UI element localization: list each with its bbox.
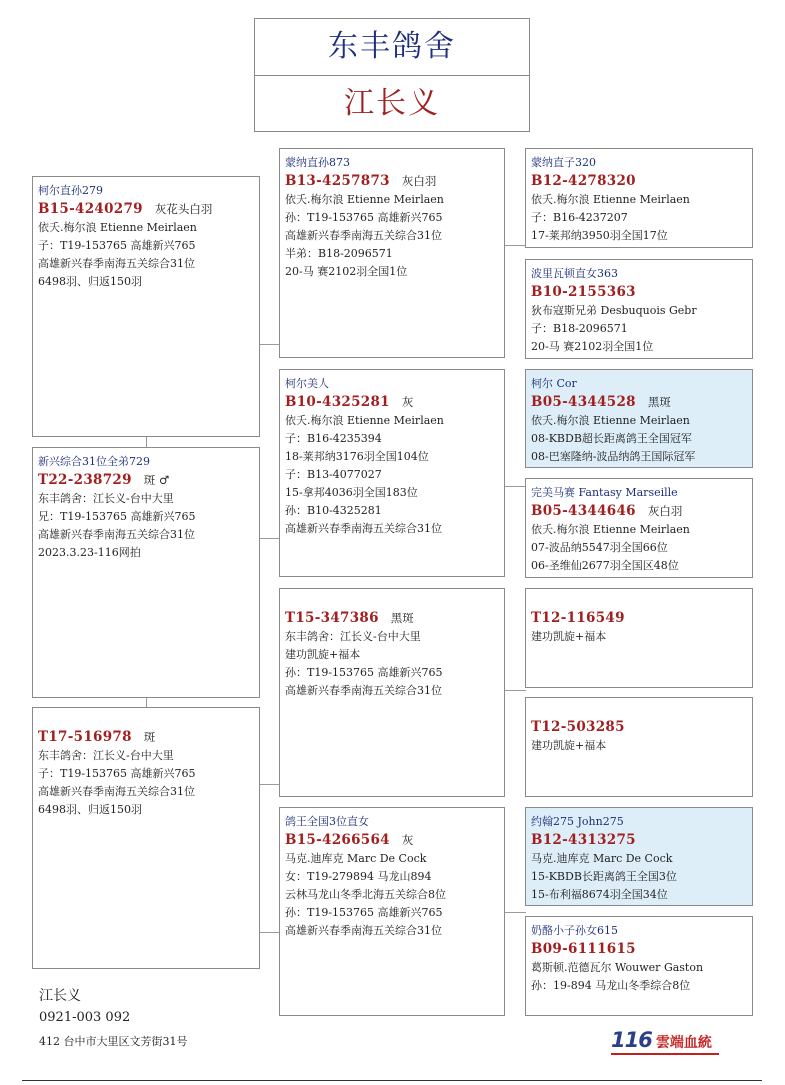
info-line: 15-拿邦4036羽全国183位 — [285, 486, 418, 499]
ring-number: B15-4240279 — [38, 201, 143, 217]
pigeon-card-dd — [279, 807, 505, 1016]
pigeon-card-sire — [32, 176, 260, 437]
feather-color: 灰 — [401, 395, 414, 409]
info-line: 15-布利福8674羽全国34位 — [531, 888, 668, 901]
info-line: 依夭.梅尔浪 Etienne Meirlaen — [531, 193, 690, 206]
info-line: 建功凯旋+福本 — [531, 630, 607, 643]
info-line: 6498羽、归返150羽 — [38, 803, 142, 816]
feather-color: 黑斑 — [390, 611, 414, 625]
info-line: 马克.迪库克 Marc De Cock — [285, 852, 427, 865]
pigeon-card-ds — [279, 588, 505, 797]
feather-color: 黑斑 — [647, 395, 671, 409]
feather-color: 灰白羽 — [401, 174, 437, 188]
ring-number: B10-4325281 — [285, 394, 390, 410]
feather-color: 灰白羽 — [647, 504, 683, 518]
ring-number: B10-2155363 — [531, 284, 636, 300]
footer-phone: 0921-003 092 — [39, 1010, 131, 1025]
info-line: 兄：T19-153765 高雄新兴765 — [38, 510, 196, 523]
ring-number: T12-116549 — [531, 610, 625, 626]
info-line: 高雄新兴春季南海五关综合31位 — [285, 522, 442, 535]
pigeon-card-ddd — [525, 916, 753, 1016]
info-line: 依夭.梅尔浪 Etienne Meirlaen — [531, 414, 690, 427]
info-line: 2023.3.23-116网拍 — [38, 546, 141, 559]
pigeon-name: 约翰275 John275 — [531, 815, 624, 828]
info-line: 马克.迪库克 Marc De Cock — [531, 852, 673, 865]
pigeon-name: 奶酪小子孙女615 — [531, 924, 618, 937]
ring-number: B12-4278320 — [531, 173, 636, 189]
info-line: 高雄新兴春季南海五关综合31位 — [285, 924, 442, 937]
footer-owner: 江长义 — [39, 988, 81, 1004]
pigeon-name: 柯尔美人 — [285, 377, 329, 390]
info-line: 子：T19-153765 高雄新兴765 — [38, 239, 196, 252]
info-line: 建功凯旋+福本 — [531, 739, 607, 752]
pigeon-name: 柯尔 Cor — [531, 377, 577, 390]
pigeon-card-dam — [32, 707, 260, 969]
bottom-rule — [22, 1080, 762, 1081]
title-box — [254, 18, 530, 132]
pigeon-card-subject — [32, 447, 260, 698]
info-line: 高雄新兴春季南海五关综合31位 — [38, 257, 195, 270]
loft-name: 东丰鸽舍 — [255, 19, 529, 76]
pigeon-name: 波里瓦顿直女363 — [531, 267, 618, 280]
feather-color: 斑 ♂ — [143, 473, 170, 487]
ring-number: B13-4257873 — [285, 173, 390, 189]
info-line: 葛斯顿.范德瓦尔 Wouwer Gaston — [531, 961, 704, 974]
info-line: 东丰鸽舍：江长义-台中大里 — [285, 630, 421, 643]
info-line: 依夭.梅尔浪 Etienne Meirlaen — [531, 523, 690, 536]
feather-color: 斑 — [143, 730, 156, 744]
info-line: 狄布寇斯兄弟 Desbuquois Gebr — [531, 304, 697, 317]
info-line: 08-KBDB超长距离鸽王全国冠军 — [531, 432, 692, 445]
info-line: 15-KBDB长距离鸽王全国3位 — [531, 870, 677, 883]
info-line: 高雄新兴春季南海五关综合31位 — [38, 528, 195, 541]
info-line: 云林马龙山冬季北海五关综合8位 — [285, 888, 446, 901]
pigeon-name: 蒙纳直孙873 — [285, 156, 350, 169]
info-line: 高雄新兴春季南海五关综合31位 — [285, 684, 442, 697]
info-line: 17-莱邦纳3950羽全国17位 — [531, 229, 668, 242]
ring-number: T15-347386 — [285, 610, 379, 626]
info-line: 孙：T19-153765 高雄新兴765 — [285, 211, 443, 224]
pigeon-card-dsd — [525, 697, 753, 797]
ring-number: T22-238729 — [38, 472, 132, 488]
ring-number: B05-4344646 — [531, 503, 636, 519]
info-line: 18-莱邦纳3176羽全国104位 — [285, 450, 429, 463]
logo-underline — [611, 1053, 719, 1055]
info-line: 女：T19-279894 马龙山894 — [285, 870, 432, 883]
info-line: 高雄新兴春季南海五关综合31位 — [285, 229, 442, 242]
logo-number: 116 — [611, 1028, 652, 1052]
brand-logo — [611, 1028, 721, 1058]
pigeon-name: 柯尔直孙279 — [38, 184, 103, 197]
pigeon-name: 完美马赛 Fantasy Marseille — [531, 486, 678, 499]
feather-color: 灰 — [401, 833, 414, 847]
feather-color: 灰花头白羽 — [154, 202, 213, 216]
info-line: 孙：T19-153765 高雄新兴765 — [285, 906, 443, 919]
ring-number: B12-4313275 — [531, 832, 636, 848]
ring-number: T12-503285 — [531, 719, 625, 735]
logo-text: 雲端血統 — [655, 1035, 712, 1051]
pigeon-card-sd — [279, 369, 505, 577]
info-line: 孙：B10-4325281 — [285, 504, 382, 517]
pigeon-card-sdd — [525, 478, 753, 578]
ring-number: B15-4266564 — [285, 832, 390, 848]
ring-number: T17-516978 — [38, 729, 132, 745]
pigeon-card-ssd — [525, 259, 753, 359]
info-line: 子：B13-4077027 — [285, 468, 382, 481]
ring-number: B09-6111615 — [531, 941, 636, 957]
info-line: 06-圣维仙2677羽全国区48位 — [531, 559, 679, 572]
info-line: 20-马 赛2102羽全国1位 — [531, 340, 654, 353]
footer-address: 412 台中市大里区文芳街31号 — [39, 1035, 188, 1048]
info-line: 07-波品纳5547羽全国66位 — [531, 541, 668, 554]
info-line: 依夭.梅尔浪 Etienne Meirlaen — [285, 193, 444, 206]
info-line: 子：T19-153765 高雄新兴765 — [38, 767, 196, 780]
info-line: 孙：T19-153765 高雄新兴765 — [285, 666, 443, 679]
info-line: 依夭.梅尔浪 Etienne Meirlaen — [38, 221, 197, 234]
info-line: 建功凯旋+福本 — [285, 648, 361, 661]
pigeon-name: 蒙纳直子320 — [531, 156, 596, 169]
info-line: 高雄新兴春季南海五关综合31位 — [38, 785, 195, 798]
pigeon-card-ss — [279, 148, 505, 358]
info-line: 子：B18-2096571 — [531, 322, 628, 335]
pigeon-name: 鸽王全国3位直女 — [285, 815, 369, 828]
owner-name: 江长义 — [344, 86, 440, 121]
pigeon-card-sss — [525, 148, 753, 248]
info-line: 子：B16-4235394 — [285, 432, 382, 445]
ring-number: B05-4344528 — [531, 394, 636, 410]
info-line: 东丰鸽舍：江长义-台中大里 — [38, 749, 174, 762]
info-line: 子：B16-4237207 — [531, 211, 628, 224]
pigeon-card-dds — [525, 807, 753, 906]
info-line: 20-马 赛2102羽全国1位 — [285, 265, 408, 278]
pigeon-name: 新兴综合31位全弟729 — [38, 455, 150, 468]
info-line: 08-巴塞隆纳-波品纳鸽王国际冠军 — [531, 450, 696, 463]
pigeon-card-sds — [525, 369, 753, 468]
info-line: 依夭.梅尔浪 Etienne Meirlaen — [285, 414, 444, 427]
info-line: 东丰鸽舍：江长义-台中大里 — [38, 492, 174, 505]
info-line: 6498羽、归返150羽 — [38, 275, 142, 288]
info-line: 孙：19-894 马龙山冬季综合8位 — [531, 979, 691, 992]
info-line: 半弟：B18-2096571 — [285, 247, 393, 260]
pigeon-card-dss — [525, 588, 753, 688]
